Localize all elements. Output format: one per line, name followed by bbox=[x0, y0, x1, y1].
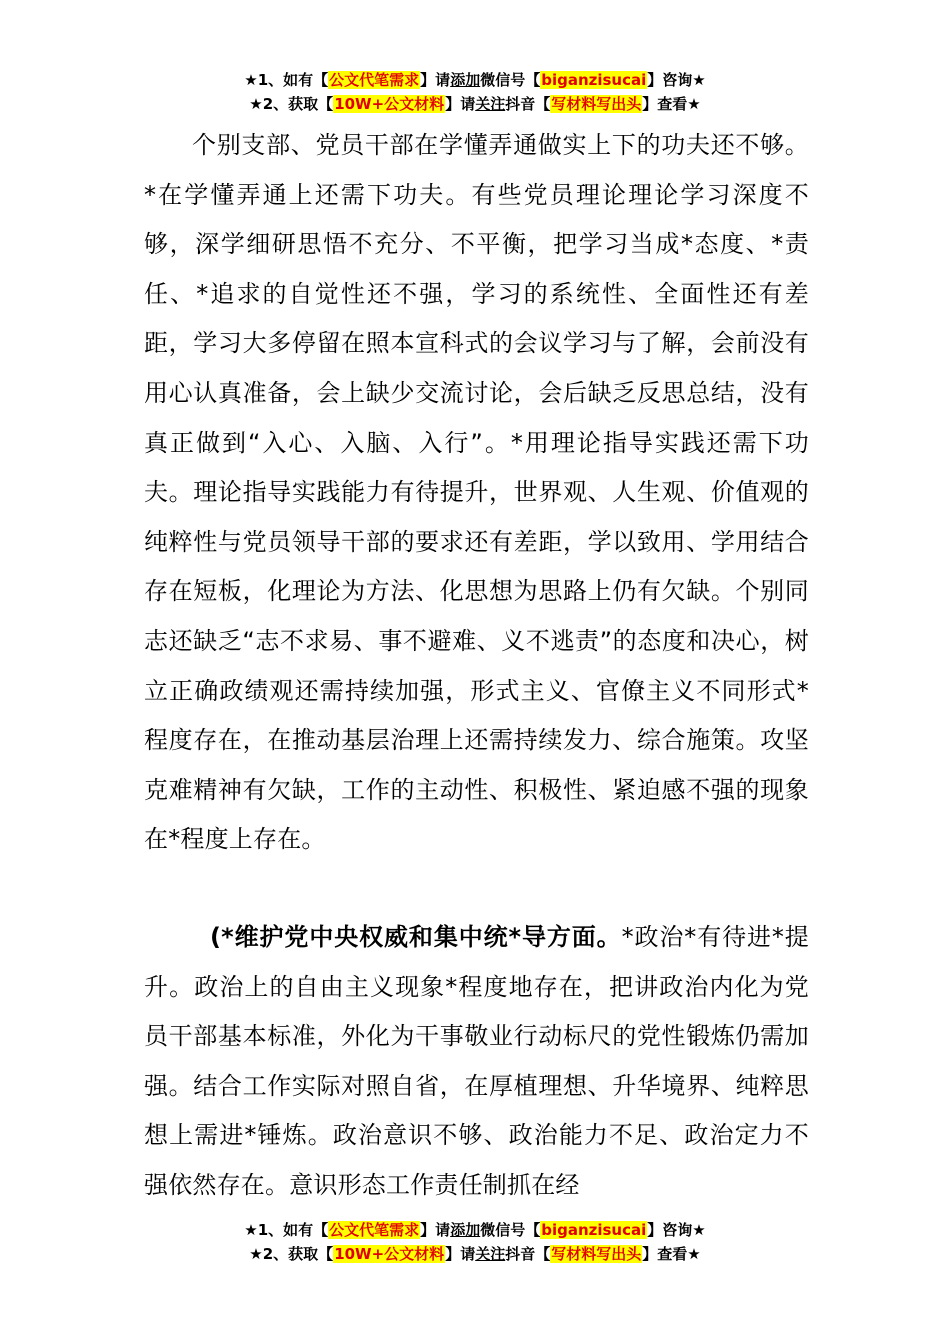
promo-text: 】请 bbox=[445, 1245, 476, 1263]
promo-text: 抖音【 bbox=[505, 1245, 551, 1263]
promo-line-2 bbox=[0, 92, 950, 116]
promo-text: ★2、获取【 bbox=[249, 95, 334, 113]
promo-line-1 bbox=[0, 1218, 950, 1242]
promo-underlined: 关注 bbox=[475, 1245, 506, 1263]
promo-text: 】查看★ bbox=[642, 95, 701, 113]
document-body-section-1 bbox=[144, 121, 809, 865]
promo-highlight: 10W+公文材料 bbox=[334, 1245, 445, 1263]
promo-text: 】请 bbox=[420, 1221, 451, 1239]
promo-underlined: 添加 bbox=[450, 1221, 481, 1239]
document-body-section-2 bbox=[144, 913, 809, 1211]
body-paragraph bbox=[144, 913, 809, 1211]
bottom-promo-banner bbox=[0, 1218, 950, 1266]
paragraph-heading: (*维护党中央权威和集中统*导方面。 bbox=[210, 923, 622, 951]
promo-underlined: 添加 bbox=[450, 71, 481, 89]
promo-text: 】咨询★ bbox=[647, 71, 706, 89]
promo-text: ★1、如有【 bbox=[244, 71, 329, 89]
promo-highlight: 公文代笔需求 bbox=[329, 71, 420, 89]
promo-line-1 bbox=[0, 68, 950, 92]
promo-underlined: 关注 bbox=[475, 95, 506, 113]
promo-highlight: 写材料写出头 bbox=[551, 95, 642, 113]
promo-text: ★2、获取【 bbox=[249, 1245, 334, 1263]
paragraph-text: *政治*有待进*提升。政治上的自由主义现象*程度地存在，把讲政治内化为党员干部基本标准，外化为干事敬业行动标尺的党性锻炼仍需加强。结合工作实际对照自省，在厚植理想、升华境界、纯粹思想上需进*锤炼。政治意识不够、政治能力不足、政治定力不强依然存在。意识形态工作责任制抓在经 bbox=[144, 923, 809, 1199]
promo-text: 微信号【 bbox=[480, 1221, 541, 1239]
promo-text: 】查看★ bbox=[642, 1245, 701, 1263]
top-promo-banner bbox=[0, 68, 950, 116]
promo-highlight: 公文代笔需求 bbox=[329, 1221, 420, 1239]
promo-line-2 bbox=[0, 1242, 950, 1266]
promo-text: ★1、如有【 bbox=[244, 1221, 329, 1239]
promo-highlight: biganzisucai bbox=[541, 71, 647, 89]
promo-highlight: 写材料写出头 bbox=[551, 1245, 642, 1263]
promo-text: 抖音【 bbox=[505, 95, 551, 113]
promo-highlight: 10W+公文材料 bbox=[334, 95, 445, 113]
promo-highlight: biganzisucai bbox=[541, 1221, 647, 1239]
promo-text: 微信号【 bbox=[480, 71, 541, 89]
promo-text: 】请 bbox=[420, 71, 451, 89]
promo-text: 】请 bbox=[445, 95, 476, 113]
body-paragraph: 个别支部、党员干部在学懂弄通做实上下的功夫还不够。*在学懂弄通上还需下功夫。有些党员理论理论学习深度不够，深学细研思悟不充分、不平衡，把学习当成*态度、*责任、*追求的自觉性还不强，学习的系统性、全面性还有差距，学习大多停留在照本宣科式的会议学习与了解，会前没有用心认真准备，会上缺少交流讨论，会后缺乏反思总结，没有真正做到“入心、入脑、入行”。*用理论指导实践还需下功夫。理论指导实践能力有待提升，世界观、人生观、价值观的纯粹性与党员领导干部的要求还有差距，学以致用、学用结合存在短板，化理论为方法、化思想为思路上仍有欠缺。个别同志还缺乏“志不求易、事不避难、义不逃责”的态度和决心，树立正确政绩观还需持续加强，形式主义、官僚主义不同形式*程度存在，在推动基层治理上还需持续发力、综合施策。攻坚克难精神有欠缺，工作的主动性、积极性、紧迫感不强的现象在*程度上存在。 bbox=[144, 131, 809, 854]
promo-text: 】咨询★ bbox=[647, 1221, 706, 1239]
